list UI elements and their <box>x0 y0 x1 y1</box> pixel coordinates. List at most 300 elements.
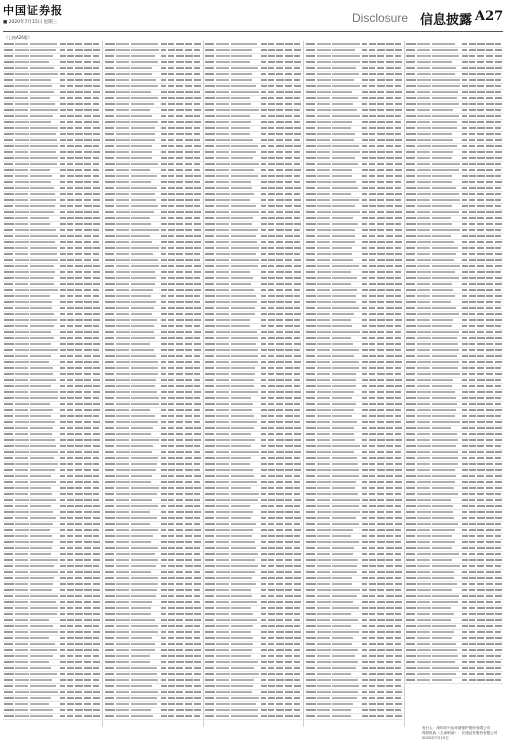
table-cell <box>168 229 175 231</box>
table-cell <box>231 253 256 255</box>
table-cell <box>369 295 376 297</box>
table-cell <box>294 433 301 435</box>
table-cell <box>369 415 376 417</box>
table-cell <box>84 487 91 489</box>
table-cell <box>194 199 200 201</box>
table-cell <box>185 67 192 69</box>
table-cell <box>131 331 154 333</box>
table-cell <box>93 619 100 621</box>
table-cell <box>231 589 251 591</box>
table-cell <box>377 49 385 51</box>
table-cell <box>30 121 51 123</box>
table-cell <box>4 175 13 177</box>
table-cell <box>332 499 360 501</box>
table-cell <box>105 667 114 669</box>
table-cell <box>15 661 28 663</box>
table-cell <box>231 139 253 141</box>
table-cell <box>462 415 467 417</box>
table-cell <box>406 319 415 321</box>
table-cell <box>60 367 65 369</box>
table-cell <box>469 457 475 459</box>
table-cell <box>60 313 65 315</box>
table-cell <box>216 439 230 441</box>
table-cell <box>495 577 502 579</box>
table-cell <box>477 397 484 399</box>
table-cell <box>486 541 494 543</box>
table-cell <box>495 403 501 405</box>
table-cell <box>93 145 99 147</box>
table-cell <box>216 595 230 597</box>
table-cell <box>276 283 284 285</box>
table-cell <box>30 691 58 693</box>
table-cell <box>317 529 331 531</box>
table-cell <box>377 541 385 543</box>
table-cell <box>15 343 29 345</box>
table-cell <box>377 181 384 183</box>
table-cell <box>417 415 431 417</box>
table-cell <box>231 415 254 417</box>
table-cell <box>15 625 28 627</box>
table-cell <box>4 571 13 573</box>
table-cell <box>131 679 158 681</box>
table-cell <box>131 589 157 591</box>
table-cell <box>161 685 167 687</box>
table-cell <box>105 637 114 639</box>
table-cell <box>84 241 91 243</box>
table-cell <box>432 175 452 177</box>
table-cell <box>60 493 66 495</box>
table-cell <box>168 463 175 465</box>
table-cell <box>176 229 184 231</box>
table-cell <box>185 481 192 483</box>
table-cell <box>417 649 431 651</box>
table-cell <box>477 109 484 111</box>
table-cell <box>116 661 129 663</box>
table-cell <box>406 493 415 495</box>
table-cell <box>369 265 376 267</box>
table-cell <box>268 625 275 627</box>
table-cell <box>395 505 401 507</box>
table-cell <box>60 409 65 411</box>
table-cell <box>176 367 183 369</box>
table-cell <box>469 427 475 429</box>
table-cell <box>486 439 493 441</box>
table-cell <box>294 457 300 459</box>
table-cell <box>377 55 384 57</box>
table-cell <box>168 643 175 645</box>
table-cell <box>395 541 401 543</box>
table-cell <box>332 379 356 381</box>
table-cell <box>477 379 485 381</box>
table-cell <box>168 103 175 105</box>
table-cell <box>15 667 28 669</box>
table-cell <box>469 253 475 255</box>
table-cell <box>116 379 130 381</box>
table-cell <box>194 259 200 261</box>
table-cell <box>276 133 283 135</box>
table-cell <box>161 187 166 189</box>
table-cell <box>369 175 375 177</box>
table-cell <box>395 127 401 129</box>
table-cell <box>406 109 415 111</box>
table-cell <box>168 691 175 693</box>
table-cell <box>285 451 293 453</box>
table-cell <box>362 295 367 297</box>
table-cell <box>417 205 431 207</box>
table-cell <box>362 643 367 645</box>
table-cell <box>432 481 455 483</box>
table-cell <box>216 295 230 297</box>
table-cell <box>369 439 376 441</box>
table-cell <box>185 91 193 93</box>
table-cell <box>386 319 393 321</box>
table-cell <box>93 685 99 687</box>
table-cell <box>60 301 66 303</box>
table-cell <box>30 643 55 645</box>
table-cell <box>15 511 29 513</box>
table-cell <box>294 673 300 675</box>
table-cell <box>377 631 385 633</box>
table-cell <box>176 661 184 663</box>
table-cell <box>176 49 183 51</box>
table-cell <box>168 253 175 255</box>
table-cell <box>216 421 229 423</box>
table-cell <box>93 343 100 345</box>
table-cell <box>30 115 53 117</box>
table-cell <box>462 115 467 117</box>
table-cell <box>231 295 256 297</box>
table-cell <box>15 133 29 135</box>
table-cell <box>116 283 129 285</box>
table-cell <box>469 505 475 507</box>
table-cell <box>432 577 454 579</box>
table-cell <box>30 151 56 153</box>
table-cell <box>369 619 376 621</box>
table-cell <box>105 625 114 627</box>
table-cell <box>395 349 401 351</box>
table-cell <box>105 505 114 507</box>
table-cell <box>332 145 359 147</box>
table-cell <box>105 649 114 651</box>
table-cell <box>131 385 155 387</box>
table-cell <box>495 367 501 369</box>
table-cell <box>67 619 74 621</box>
table-cell <box>417 481 431 483</box>
table-cell <box>194 427 201 429</box>
table-cell <box>168 385 174 387</box>
table-cell <box>477 229 484 231</box>
table-cell <box>386 193 394 195</box>
table-cell <box>205 517 214 519</box>
table-cell <box>84 49 92 51</box>
table-cell <box>406 151 415 153</box>
table-cell <box>176 325 183 327</box>
table-cell <box>332 313 354 315</box>
table-cell <box>306 661 315 663</box>
table-cell <box>84 205 92 207</box>
table-cell <box>168 79 174 81</box>
table-cell <box>231 277 253 279</box>
table-cell <box>205 325 215 327</box>
table-cell <box>469 409 476 411</box>
table-cell <box>185 145 192 147</box>
table-cell <box>261 517 266 519</box>
table-cell <box>185 103 192 105</box>
table-cell <box>261 697 266 699</box>
table-cell <box>84 313 92 315</box>
table-cell <box>362 583 367 585</box>
table-cell <box>30 667 51 669</box>
table-cell <box>30 325 54 327</box>
table-cell <box>462 223 467 225</box>
table-cell <box>93 55 99 57</box>
table-cell <box>30 631 58 633</box>
table-cell <box>131 343 150 345</box>
table-cell <box>194 565 201 567</box>
table-cell <box>75 433 82 435</box>
table-cell <box>495 139 502 141</box>
table-cell <box>462 547 468 549</box>
table-cell <box>377 103 384 105</box>
table-cell <box>386 157 394 159</box>
table-cell <box>395 157 402 159</box>
table-cell <box>362 73 368 75</box>
table-cell <box>194 385 200 387</box>
table-cell <box>369 247 375 249</box>
table-cell <box>268 43 274 45</box>
table-cell <box>406 355 415 357</box>
table-cell <box>194 709 201 711</box>
table-cell <box>369 583 376 585</box>
table-cell <box>4 313 14 315</box>
table-cell <box>377 331 384 333</box>
table-cell <box>105 613 115 615</box>
table-cell <box>285 49 292 51</box>
table-cell <box>285 481 292 483</box>
table-cell <box>369 151 376 153</box>
table-cell <box>306 469 316 471</box>
table-cell <box>377 559 385 561</box>
table-cell <box>462 565 467 567</box>
table-cell <box>386 103 393 105</box>
table-cell <box>176 217 183 219</box>
table-cell <box>276 607 283 609</box>
table-cell <box>205 217 214 219</box>
table-cell <box>131 439 159 441</box>
table-cell <box>306 595 315 597</box>
table-cell <box>15 157 29 159</box>
table-cell <box>168 703 175 705</box>
table-cell <box>205 349 215 351</box>
table-cell <box>386 427 393 429</box>
table-cell <box>395 247 401 249</box>
table-cell <box>477 451 484 453</box>
table-cell <box>93 79 100 81</box>
table-cell <box>332 487 355 489</box>
table-cell <box>161 427 166 429</box>
table-cell <box>4 343 14 345</box>
table-cell <box>176 331 184 333</box>
table-cell <box>84 187 91 189</box>
table-cell <box>285 541 293 543</box>
table-cell <box>477 73 485 75</box>
table-cell <box>406 91 415 93</box>
table-cell <box>486 409 494 411</box>
table-cell <box>486 427 494 429</box>
table-cell <box>432 301 451 303</box>
table-cell <box>294 103 301 105</box>
table-cell <box>75 625 82 627</box>
table-cell <box>205 367 214 369</box>
table-cell <box>205 415 215 417</box>
table-cell <box>268 397 274 399</box>
table-cell <box>369 547 375 549</box>
table-cell <box>261 181 267 183</box>
table-cell <box>168 343 174 345</box>
table-cell <box>231 91 259 93</box>
table-cell <box>105 175 115 177</box>
table-cell <box>417 583 431 585</box>
table-cell <box>332 325 352 327</box>
table-cell <box>105 157 114 159</box>
table-cell <box>216 73 229 75</box>
table-cell <box>462 217 467 219</box>
table-cell <box>369 397 375 399</box>
table-cell <box>406 199 416 201</box>
table-cell <box>194 607 201 609</box>
table-cell <box>60 463 66 465</box>
table-cell <box>4 619 13 621</box>
table-cell <box>377 697 384 699</box>
table-cell <box>161 367 166 369</box>
table-cell <box>462 595 468 597</box>
table-cell <box>15 373 29 375</box>
table-cell <box>116 127 129 129</box>
table-cell <box>362 553 367 555</box>
table-cell <box>406 121 416 123</box>
table-cell <box>185 613 193 615</box>
table-cell <box>377 229 384 231</box>
table-cell <box>205 511 214 513</box>
table-cell <box>395 355 402 357</box>
table-cell <box>168 409 174 411</box>
table-cell <box>60 55 66 57</box>
table-cell <box>486 115 494 117</box>
table-cell <box>432 487 454 489</box>
table-cell <box>185 181 193 183</box>
table-cell <box>369 379 376 381</box>
table-cell <box>369 661 375 663</box>
table-cell <box>417 295 430 297</box>
table-cell <box>168 325 174 327</box>
table-cell <box>477 199 484 201</box>
table-cell <box>67 553 73 555</box>
table-cell <box>362 613 368 615</box>
table-cell <box>116 115 130 117</box>
table-cell <box>67 541 73 543</box>
table-cell <box>362 181 368 183</box>
table-cell <box>294 175 300 177</box>
table-cell <box>131 535 153 537</box>
table-cell <box>486 349 494 351</box>
table-cell <box>161 199 167 201</box>
table-cell <box>4 331 14 333</box>
table-cell <box>432 103 459 105</box>
table-cell <box>462 631 467 633</box>
table-cell <box>469 67 476 69</box>
table-cell <box>4 169 14 171</box>
table-cell <box>30 175 52 177</box>
table-cell <box>386 61 394 63</box>
table-cell <box>185 421 192 423</box>
table-cell <box>261 661 267 663</box>
table-cell <box>417 289 430 291</box>
table-cell <box>131 457 158 459</box>
table-cell <box>276 55 283 57</box>
table-cell <box>268 541 275 543</box>
table-cell <box>205 559 214 561</box>
table-cell <box>495 169 501 171</box>
table-cell <box>377 193 384 195</box>
continued-label: （上接A26版） <box>4 35 32 40</box>
table-cell <box>93 97 99 99</box>
table-cell <box>386 139 394 141</box>
table-cell <box>30 385 51 387</box>
table-cell <box>495 295 502 297</box>
table-cell <box>406 595 416 597</box>
table-cell <box>395 403 402 405</box>
table-cell <box>105 439 115 441</box>
table-cell <box>317 649 331 651</box>
table-cell <box>185 499 193 501</box>
table-cell <box>60 487 66 489</box>
table-cell <box>30 133 56 135</box>
table-cell <box>194 289 201 291</box>
table-cell <box>369 367 376 369</box>
table-cell <box>306 253 315 255</box>
table-cell <box>369 421 375 423</box>
table-cell <box>477 187 485 189</box>
table-cell <box>185 247 193 249</box>
table-cell <box>116 49 130 51</box>
table-cell <box>395 223 401 225</box>
table-cell <box>67 199 74 201</box>
table-cell <box>84 259 91 261</box>
table-cell <box>276 403 283 405</box>
table-cell <box>216 271 229 273</box>
table-cell <box>194 685 201 687</box>
table-cell <box>176 385 184 387</box>
table-cell <box>268 127 274 129</box>
table-cell <box>231 199 250 201</box>
table-cell <box>276 463 283 465</box>
table-cell <box>60 373 66 375</box>
table-cell <box>294 241 300 243</box>
table-cell <box>168 43 174 45</box>
table-cell <box>369 361 376 363</box>
table-row <box>3 713 101 720</box>
table-cell <box>261 691 267 693</box>
table-cell <box>386 673 393 675</box>
table-cell <box>261 313 267 315</box>
table-cell <box>185 277 193 279</box>
table-cell <box>131 181 151 183</box>
table-cell <box>406 307 415 309</box>
table-cell <box>168 295 174 297</box>
table-cell <box>332 241 355 243</box>
table-cell <box>216 403 229 405</box>
table-cell <box>386 223 394 225</box>
